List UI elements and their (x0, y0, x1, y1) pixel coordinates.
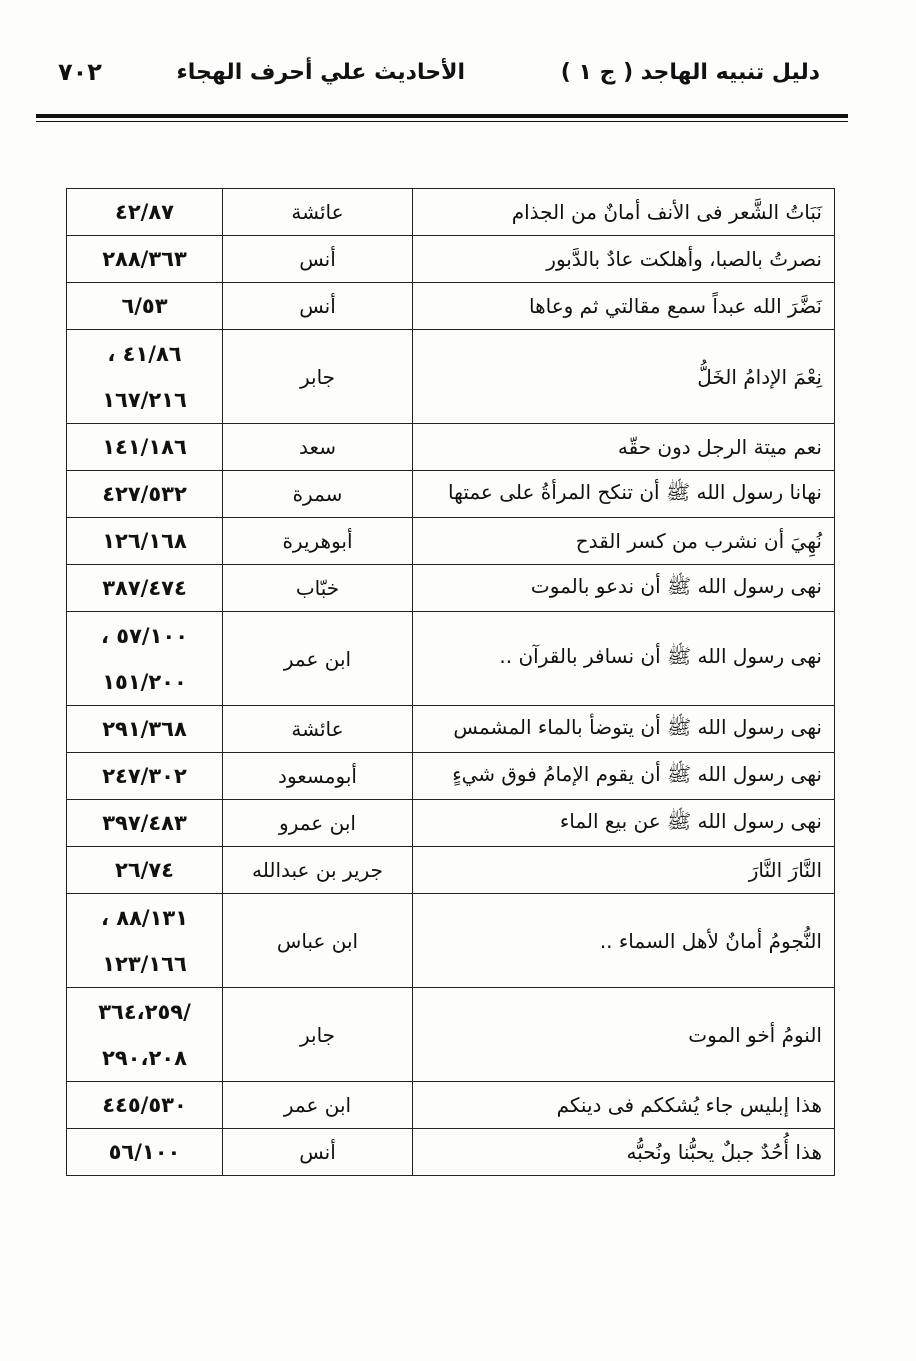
hadith-text: نهى رسول الله ﷺ أن يتوضأ بالماء المشمس (413, 706, 835, 753)
hadith-text: النومُ أخو الموت (413, 988, 835, 1082)
reference-number: ٦/٥٣ (121, 294, 168, 318)
reference-number: ٢٩١/٣٦٨ (102, 717, 187, 741)
hadith-text: نصرتُ بالصبا، وأهلكت عادٌ بالدَّبور (413, 236, 835, 283)
reference-number: ٨٨/١٣١ ، (100, 905, 189, 930)
reference-cell (67, 1082, 223, 1129)
hadith-text: النُّجومُ أمانٌ لأهل السماء .. (413, 894, 835, 988)
table-row (67, 1082, 835, 1129)
reference-number: ٢٦/٧٤ (115, 858, 174, 882)
narrator: جرير بن عبدالله (223, 847, 413, 894)
reference-cell (67, 894, 223, 988)
reference-cell (67, 753, 223, 800)
narrator: أبوهريرة (223, 518, 413, 565)
reference-cell (67, 988, 223, 1082)
reference-cell (67, 800, 223, 847)
reference-cell (67, 283, 223, 330)
hadith-text: نهى رسول الله ﷺ أن يقوم الإمامُ فوق شيءٍ (413, 753, 835, 800)
hadith-text: نهانا رسول الله ﷺ أن تنكح المرأةُ على عمتها (413, 471, 835, 518)
hadith-text: هذا إبليس جاء يُشككم فى دينكم (413, 1082, 835, 1129)
table-row (67, 189, 835, 236)
narrator: سعد (223, 424, 413, 471)
reference-cell (67, 847, 223, 894)
table-row (67, 283, 835, 330)
reference-number: ٤٤٥/٥٣٠ (102, 1093, 187, 1117)
reference-number: ١٦٧/٢١٦ (102, 387, 187, 412)
table-row (67, 800, 835, 847)
reference-number: ٣٨٧/٤٧٤ (102, 576, 187, 600)
table-row (67, 847, 835, 894)
narrator: عائشة (223, 706, 413, 753)
reference-cell (67, 471, 223, 518)
table-row (67, 518, 835, 565)
reference-number: ٢٩٠،٢٠٨ (102, 1045, 187, 1070)
reference-number: ١٤١/١٨٦ (102, 435, 187, 459)
reference-cell (67, 189, 223, 236)
reference-cell (67, 236, 223, 283)
reference-number: ٤١/٨٦ ، (107, 341, 182, 366)
reference-cell (67, 612, 223, 706)
table-row (67, 612, 835, 706)
narrator: خبّاب (223, 565, 413, 612)
hadith-text: نِعْمَ الإدامُ الخَلُّ (413, 330, 835, 424)
reference-cell (67, 518, 223, 565)
narrator: جابر (223, 330, 413, 424)
table-row (67, 706, 835, 753)
table-row (67, 1129, 835, 1176)
narrator: أنس (223, 236, 413, 283)
table-row (67, 988, 835, 1082)
reference-number: ٤٢٧/٥٣٢ (102, 482, 187, 506)
table-row (67, 471, 835, 518)
section-title: الأحاديث علي أحرف الهجاء (176, 60, 465, 85)
reference-cell (67, 565, 223, 612)
narrator: أبومسعود (223, 753, 413, 800)
narrator: ابن عباس (223, 894, 413, 988)
page-number: ٧٠٢ (58, 58, 102, 86)
book-title: دليل تنبيه الهاجد ( ج ١ ) (560, 60, 820, 85)
reference-number: /٣٦٤،٢٥٩ (98, 999, 191, 1024)
reference-number: ١٥١/٢٠٠ (102, 669, 187, 694)
table-row (67, 236, 835, 283)
narrator: ابن عمرو (223, 800, 413, 847)
table-row (67, 753, 835, 800)
hadith-text: نهى رسول الله ﷺ عن بيع الماء (413, 800, 835, 847)
reference-cell (67, 424, 223, 471)
reference-number: ٥٧/١٠٠ ، (100, 623, 189, 648)
narrator: ابن عمر (223, 1082, 413, 1129)
table-row (67, 330, 835, 424)
table-row (67, 894, 835, 988)
narrator: جابر (223, 988, 413, 1082)
reference-number: ٣٩٧/٤٨٣ (102, 811, 187, 835)
table-row (67, 565, 835, 612)
header-rule-thick (36, 114, 848, 118)
table-row (67, 424, 835, 471)
hadith-index-body (67, 189, 835, 1176)
reference-cell (67, 330, 223, 424)
reference-cell (67, 1129, 223, 1176)
running-header (40, 52, 820, 102)
hadith-index-table (66, 188, 835, 1176)
reference-number: ٥٦/١٠٠ (108, 1140, 181, 1164)
reference-number: ٤٢/٨٧ (115, 200, 174, 224)
header-rule-thin (36, 121, 848, 122)
narrator: أنس (223, 1129, 413, 1176)
hadith-text: النَّارَ النَّارَ (413, 847, 835, 894)
narrator: ابن عمر (223, 612, 413, 706)
reference-number: ٢٤٧/٣٠٢ (102, 764, 187, 788)
hadith-text: نعم ميتة الرجل دون حقّه (413, 424, 835, 471)
narrator: عائشة (223, 189, 413, 236)
narrator: أنس (223, 283, 413, 330)
hadith-text: نهى رسول الله ﷺ أن نسافر بالقرآن .. (413, 612, 835, 706)
reference-number: ١٢٦/١٦٨ (102, 529, 187, 553)
reference-number: ١٢٣/١٦٦ (102, 951, 187, 976)
reference-number: ٢٨٨/٣٦٣ (102, 247, 187, 271)
hadith-text: نُهِيَ أن نشرب من كسر القدح (413, 518, 835, 565)
hadith-text: نَبَاتُ الشَّعر فى الأنف أمانٌ من الجذام (413, 189, 835, 236)
narrator: سمرة (223, 471, 413, 518)
hadith-text: نَضَّرَ الله عبداً سمع مقالتي ثم وعاها (413, 283, 835, 330)
hadith-text: نهى رسول الله ﷺ أن ندعو بالموت (413, 565, 835, 612)
hadith-text: هذا أُحُدٌ جبلٌ يحبُّنا ونُحبُّه (413, 1129, 835, 1176)
reference-cell (67, 706, 223, 753)
